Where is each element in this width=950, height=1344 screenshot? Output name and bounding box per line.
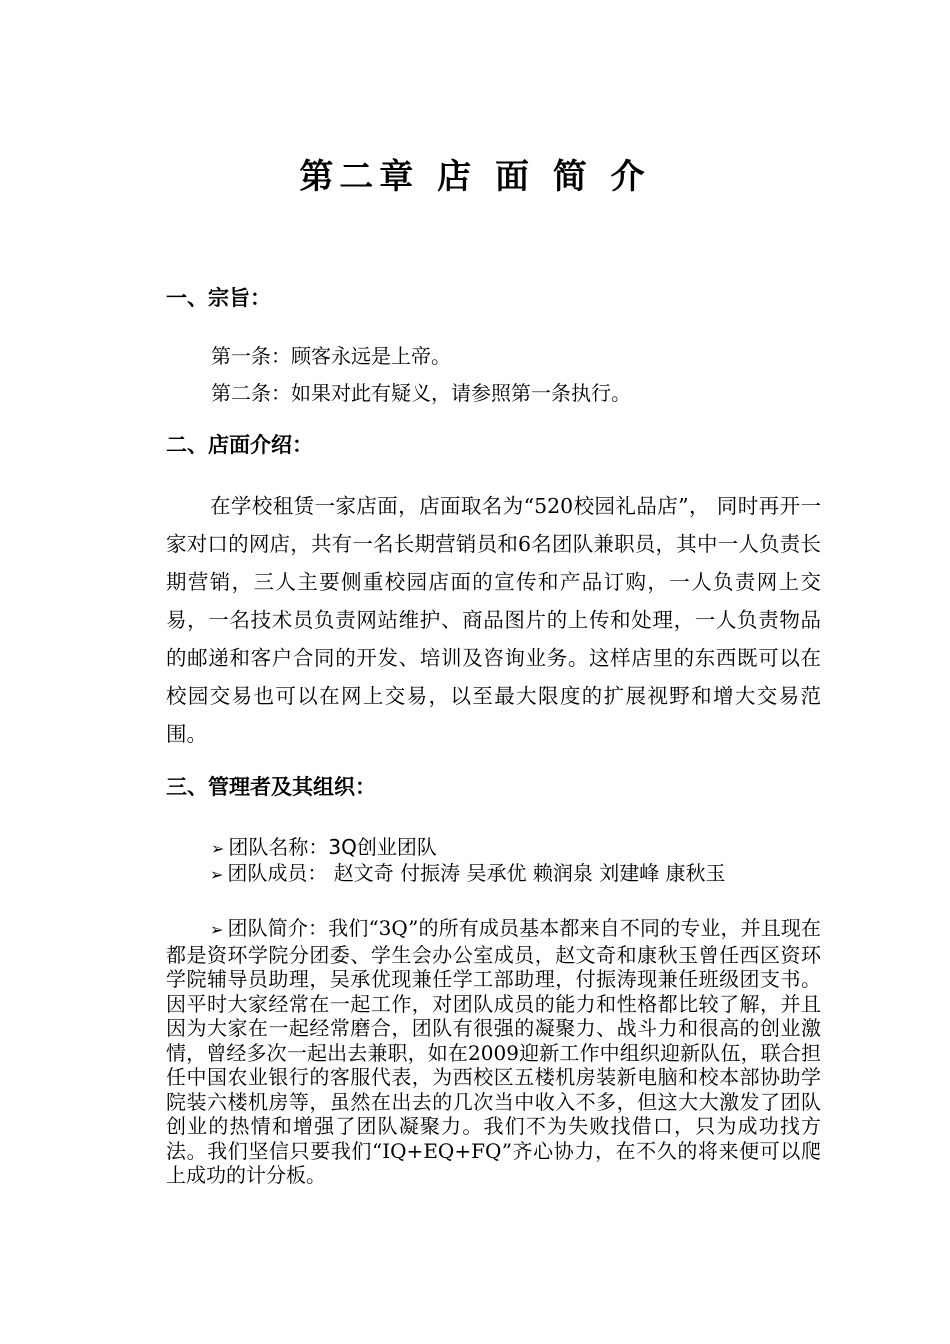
team-name-value: 3Q创业团队 xyxy=(328,835,437,859)
team-name-line xyxy=(211,832,437,864)
section-heading-management: 三、管理者及其组织： xyxy=(166,775,376,799)
arrowhead-bullet-icon: ➢ xyxy=(211,839,225,858)
arrowhead-bullet-icon: ➢ xyxy=(210,920,224,939)
section-heading-purpose: 一、宗旨： xyxy=(166,286,271,310)
section-heading-store-intro: 二、店面介绍： xyxy=(166,433,313,457)
team-members-line xyxy=(166,861,821,887)
purpose-item-2: 第二条：如果对此有疑义，请参照第一条执行。 xyxy=(211,381,631,405)
arrowhead-bullet-icon: ➢ xyxy=(210,865,224,884)
team-name-label: 团队名称： xyxy=(228,835,329,859)
page-title: 第二章 店 面 简 介 xyxy=(299,157,651,197)
team-intro-text: 团队简介：我们“3Q”的所有成员基本都来自不同的专业，并且现在都是资环学院分团委、学生会办公室成员，赵文奇和康秋玉曾任西区资环学院辅导员助理，吴承优现兼任学工部助理，付振涛现兼任班级团支书。因平时大家经常在一起工作，对团队成员的能力和性格都比较了解，并且因为大家在一起经常磨合，团队有很强的凝聚力、战斗力和很高的创业激情，曾经多次一起出去兼职，如在2009迎新工作中组织迎新队伍，联合担任中国农业银行的客服代表，为西校区五楼机房装新电脑和校本部协助学院装六楼机房等，虽然在出去的几次当中收入不多，但这大大激发了团队创业的热情和增强了团队凝聚力。我们不为失败找借口，只为成功找方法。我们坚信只要我们“IQ+EQ+FQ”齐心协力，在不久的将来便可以爬上成功的计分板。 xyxy=(166,916,821,1187)
team-members-text: 团队成员： 赵文奇 付振涛 吴承优 赖润泉 刘建峰 康秋玉 xyxy=(227,861,726,885)
team-intro-paragraph xyxy=(166,916,821,1188)
purpose-item-1: 第一条：顾客永远是上帝。 xyxy=(211,344,451,368)
store-intro-paragraph: 在学校租赁一家店面，店面取名为“520校园礼品店”， 同时再开一家对口的网店，共有一名长期营销员和6名团队兼职员，其中一人负责长期营销，三人主要侧重校园店面的宣传和产品订购，一人负责网上交易，一名技术员负责网站维护、商品图片的上传和处理，一人负责物品的邮递和客户合同的开发、培训及咨询业务。这样店里的东西既可以在校园交易也可以在网上交易，以至最大限度的扩展视野和增大交易范围。 xyxy=(166,494,821,746)
